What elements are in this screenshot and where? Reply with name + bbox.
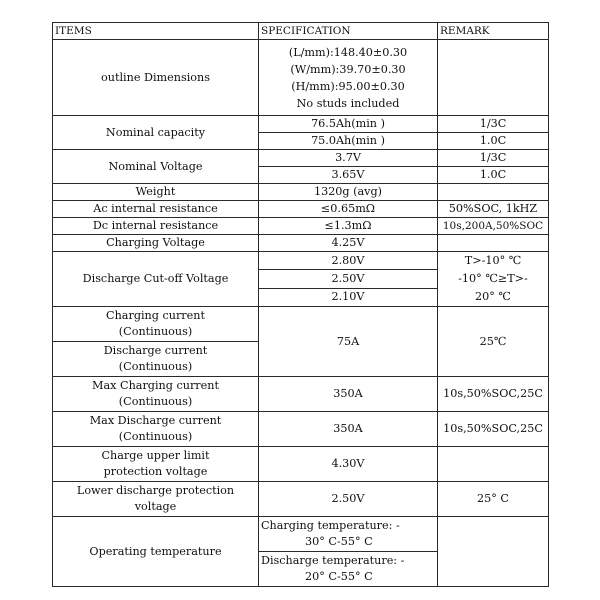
item-line: Max Discharge current <box>89 414 222 427</box>
spec-ac-resistance: ≤0.65mΩ <box>259 201 438 218</box>
remark-discharge-cutoff <box>438 252 549 307</box>
table-row <box>53 201 549 218</box>
spec-line: (H/mm):95.00±0.30 <box>291 79 405 93</box>
remark-lower-discharge-protection: 25° C <box>438 482 549 517</box>
spec-capacity-2: 75.0Ah(min ) <box>259 133 438 150</box>
table-row <box>53 116 549 133</box>
item-discharge-cutoff: Discharge Cut-off Voltage <box>53 252 259 307</box>
remark-operating-temperature <box>438 517 549 587</box>
spec-line: 20° C-55° C <box>305 570 373 583</box>
table-row <box>53 218 549 235</box>
item-line: protection voltage <box>103 465 208 478</box>
table-row <box>53 184 549 201</box>
spec-outline-dimensions <box>259 40 438 116</box>
remark-weight <box>438 184 549 201</box>
item-charge-upper-limit <box>53 447 259 482</box>
item-line: (Continuous) <box>118 430 193 443</box>
spec-charging-voltage: 4.25V <box>259 235 438 252</box>
table-row <box>53 252 549 270</box>
spec-continuous-current: 75A <box>259 307 438 377</box>
item-line: (Continuous) <box>118 360 193 373</box>
spec-discharge-temperature <box>259 552 438 587</box>
spec-sheet <box>52 22 549 583</box>
item-lower-discharge-protection <box>53 482 259 517</box>
remark-dc-resistance: 10s,200A,50%SOC <box>438 218 549 235</box>
spec-line: (W/mm):39.70±0.30 <box>290 62 406 76</box>
item-charging-voltage: Charging Voltage <box>53 235 259 252</box>
item-line: Charge upper limit <box>101 449 210 462</box>
remark-line: T>-10° ℃ <box>464 254 522 267</box>
spec-dc-resistance: ≤1.3mΩ <box>259 218 438 235</box>
remark-outline-dimensions <box>438 40 549 116</box>
spec-charge-upper-limit: 4.30V <box>259 447 438 482</box>
remark-line: 20° ℃ <box>475 290 511 303</box>
remark-voltage-1: 1/3C <box>438 150 549 167</box>
table-row <box>53 150 549 167</box>
table-row <box>53 307 549 342</box>
spec-cutoff-2: 2.50V <box>259 270 438 288</box>
table-row <box>53 412 549 447</box>
spec-line: Charging temperature: - <box>261 519 400 532</box>
item-outline-dimensions: outline Dimensions <box>53 40 259 116</box>
remark-charging-voltage <box>438 235 549 252</box>
item-line: Max Charging current <box>92 379 219 392</box>
specification-table <box>52 22 549 587</box>
header-remark: REMARK <box>438 23 549 40</box>
table-row <box>53 235 549 252</box>
item-line: Charging current <box>106 309 205 322</box>
item-nominal-capacity: Nominal capacity <box>53 116 259 150</box>
item-line: Lower discharge protection <box>76 484 235 497</box>
spec-line: Discharge temperature: - <box>261 554 405 567</box>
header-row <box>53 23 549 40</box>
table-row <box>53 517 549 552</box>
header-specification: SPECIFICATION <box>259 23 438 40</box>
spec-max-discharge-current: 350A <box>259 412 438 447</box>
item-line: Discharge current <box>103 344 208 357</box>
remark-max-discharge-current: 10s,50%SOC,25C <box>438 412 549 447</box>
item-discharge-current <box>53 342 259 377</box>
spec-line: (L/mm):148.40±0.30 <box>288 45 408 59</box>
spec-max-charging-current: 350A <box>259 377 438 412</box>
remark-capacity-2: 1.0C <box>438 133 549 150</box>
item-line: (Continuous) <box>118 325 193 338</box>
item-charging-current <box>53 307 259 342</box>
item-nominal-voltage: Nominal Voltage <box>53 150 259 184</box>
header-items: ITEMS <box>53 23 259 40</box>
remark-line: -10° ℃≥T>- <box>458 272 528 285</box>
spec-line: No studs included <box>296 96 400 110</box>
item-weight: Weight <box>53 184 259 201</box>
remark-voltage-2: 1.0C <box>438 167 549 184</box>
remark-ac-resistance: 50%SOC, 1kHZ <box>438 201 549 218</box>
spec-weight: 1320g (avg) <box>259 184 438 201</box>
remark-max-charging-current: 10s,50%SOC,25C <box>438 377 549 412</box>
remark-charge-upper-limit <box>438 447 549 482</box>
spec-cutoff-3: 2.10V <box>259 288 438 306</box>
item-max-discharge-current <box>53 412 259 447</box>
item-operating-temperature: Operating temperature <box>53 517 259 587</box>
spec-line: 30° C-55° C <box>305 535 373 548</box>
spec-capacity-1: 76.5Ah(min ) <box>259 116 438 133</box>
table-row <box>53 40 549 116</box>
spec-cutoff-1: 2.80V <box>259 252 438 270</box>
spec-voltage-1: 3.7V <box>259 150 438 167</box>
spec-lower-discharge-protection: 2.50V <box>259 482 438 517</box>
spec-voltage-2: 3.65V <box>259 167 438 184</box>
item-line: voltage <box>134 500 177 513</box>
table-row <box>53 447 549 482</box>
item-line: (Continuous) <box>118 395 193 408</box>
spec-charging-temperature <box>259 517 438 552</box>
item-max-charging-current <box>53 377 259 412</box>
remark-capacity-1: 1/3C <box>438 116 549 133</box>
item-dc-resistance: Dc internal resistance <box>53 218 259 235</box>
table-row <box>53 377 549 412</box>
item-ac-resistance: Ac internal resistance <box>53 201 259 218</box>
remark-continuous-current: 25℃ <box>438 307 549 377</box>
table-row <box>53 482 549 517</box>
